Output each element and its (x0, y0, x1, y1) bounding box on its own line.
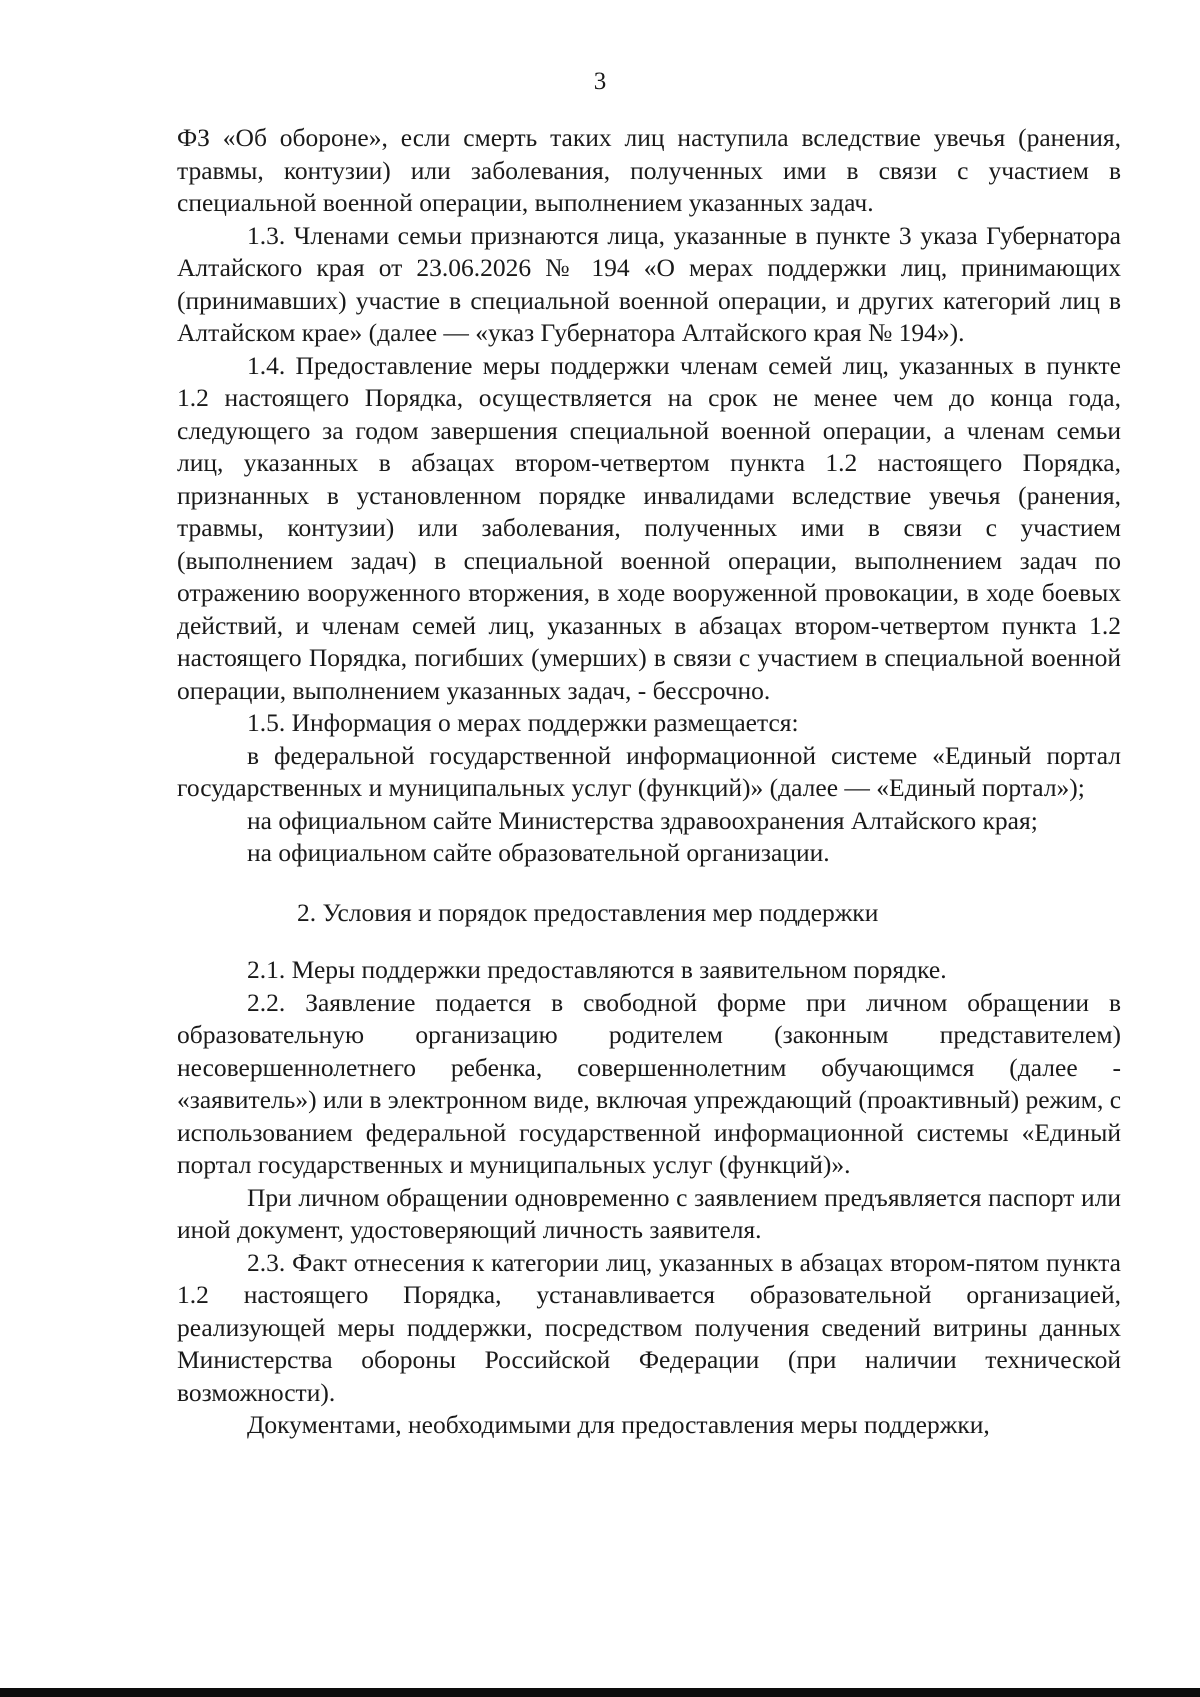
paragraph-1-5-org-site: на официальном сайте образовательной организации. (247, 838, 830, 867)
paragraph-1-5: 1.5. Информация о мерах поддержки размещается: (247, 708, 799, 737)
paragraph-1-4: 1.4. Предоставление меры поддержки членам семей лиц, указанных в пункте 1.2 настоящего Порядка, осуществляется на срок не менее чем до конца года, следующего за годом завершения специальной военной операции, а членам семьи лиц, указанных в абзацах втором-четвертом пункта 1.2 настоящего Порядка, признанных в установленном порядке инвалидами вследствие увечья (ранения, травмы, контузии) или заболевания, полученных ими в связи с участием (выполнением задач) в специальной военной операции, выполнением задач по отражению вооруженного вторжения, в ходе вооруженной провокации, в ходе боевых действий, и членам семей лиц, указанных в абзацах втором-четвертом пункта 1.2 настоящего Порядка, погибших (умерших) в связи с участием в специальной военной операции, выполнением указанных задач, - бессрочно. (177, 350, 1121, 705)
document-body (177, 122, 1121, 1442)
paragraph-1-5-ministry-site: на официальном сайте Министерства здравоохранения Алтайского края; (247, 805, 1038, 835)
paragraph-2-3-documents: Документами, необходимыми для предоставления меры поддержки, (247, 1410, 990, 1439)
paragraph-1-3: 1.3. Членами семьи признаются лица, указанные в пункте 3 указа Губернатора Алтайского края от 23.06.2026 № 194 «О мерах поддержки лиц, принимающих (принимавших) участие в специальной военной операции, и других категорий лиц в Алтайском крае» (далее — «указ Губернатора Алтайского края № 194»). (177, 220, 1121, 347)
paragraph-1-5-portal: в федеральной государственной информационной системе «Единый портал государственных и муниципальных услуг (функций)» (далее — «Единый портал»); (177, 740, 1121, 802)
page-number: 3 (593, 68, 607, 95)
paragraph-continuation: ФЗ «Об обороне», если смерть таких лиц наступила вследствие увечья (ранения, травмы, контузии) или заболевания, полученных ими в связи с участием в специальной военной операции, выполнением указанных задач. (177, 123, 1121, 217)
paragraph-2-2: 2.2. Заявление подается в свободной форме при личном обращении в образовательную организацию родителем (законным представителем) несовершеннолетнего ребенка, совершеннолетним обучающимся (далее - «заявитель») или в электронном виде, включая упреждающий (проактивный) режим, с использованием федеральной государственной информационной системы «Единый портал государственных и муниципальных услуг (функций)». (177, 987, 1122, 1179)
section-2-title: 2. Условия и порядок предоставления мер поддержки (297, 897, 879, 927)
paragraph-2-2-personal: При личном обращении одновременно с заявлением предъявляется паспорт или иной документ, удостоверяющий личность заявителя. (177, 1182, 1121, 1244)
paragraph-2-1: 2.1. Меры поддержки предоставляются в заявительном порядке. (247, 955, 947, 984)
scan-bottom-edge (0, 1688, 1200, 1697)
paragraph-2-3: 2.3. Факт отнесения к категории лиц, указанных в абзацах втором-пятом пункта 1.2 настоящего Порядка, устанавливается образовательной организацией, реализующей меры поддержки, посредством получения сведений витрины данных Министерства обороны Российской Федерации (при наличии технической возможности). (177, 1247, 1121, 1407)
